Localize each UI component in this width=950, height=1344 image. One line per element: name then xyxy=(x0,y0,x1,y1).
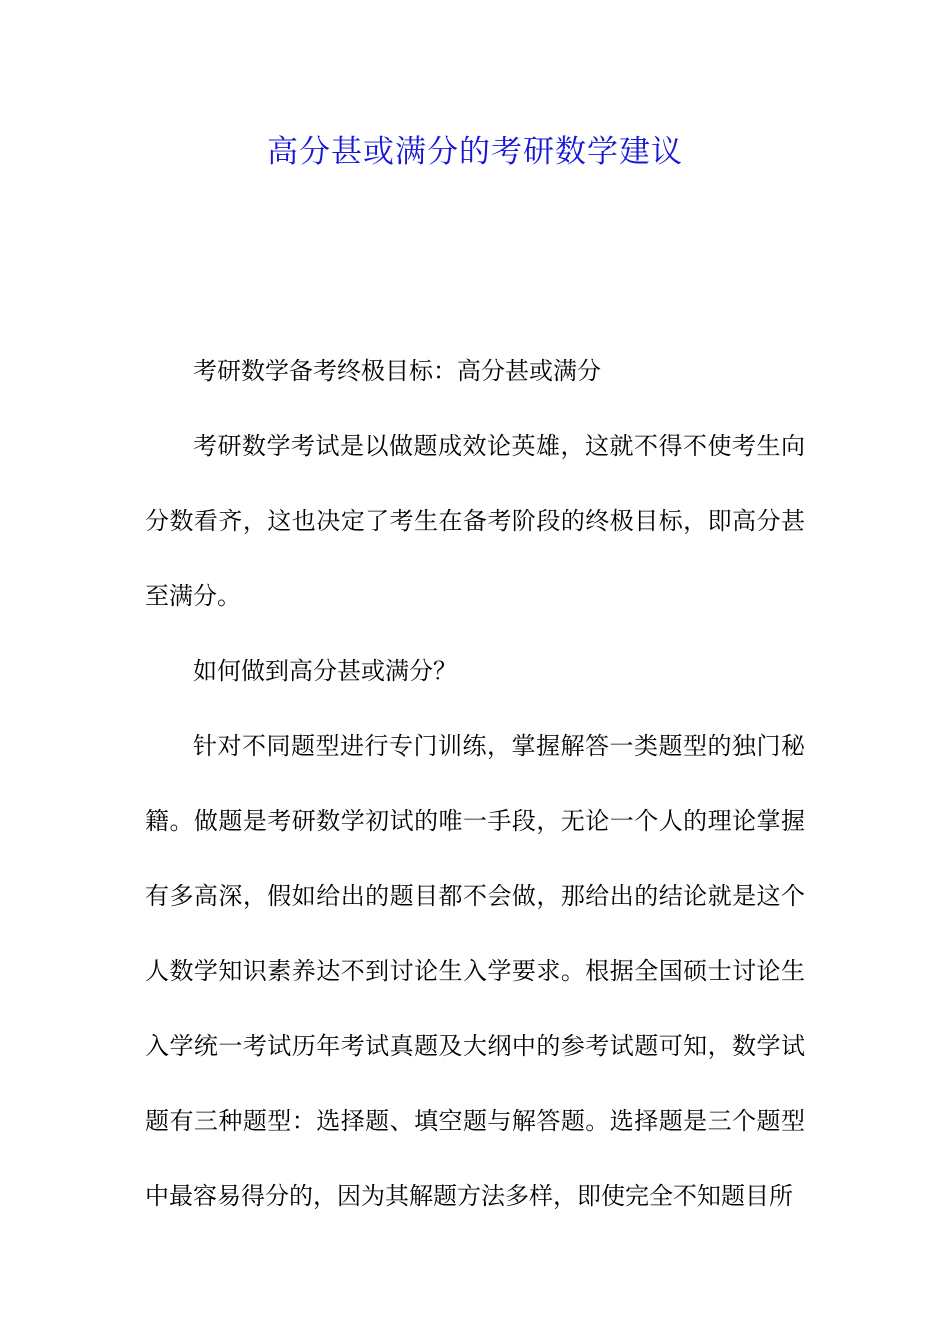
paragraph-training-advice: 针对不同题型进行专门训练，掌握解答一类题型的独门秘籍。做题是考研数学初试的唯一手段，无论一个人的理论掌握有多高深，假如给出的题目都不会做，那给出的结论就是这个人数学知识素养达不到讨论生入学要求。根据全国硕士讨论生入学统一考试历年考试真题及大纲中的参考试题可知，数学试题有三种题型：选择题、填空题与解答题。选择题是三个题型中最容易得分的，因为其解题方法多样，即使完全不知题目所 xyxy=(145,732,805,1210)
paragraph-how-question: 如何做到高分甚或满分？ xyxy=(193,657,457,685)
paragraph-goal-heading: 考研数学备考终极目标：高分甚或满分 xyxy=(193,357,601,385)
paragraph-exam-intro: 考研数学考试是以做题成效论英雄，这就不得不使考生向分数看齐，这也决定了考生在备考阶段的终极目标，即高分甚至满分。 xyxy=(145,432,805,610)
document-body xyxy=(145,334,805,1234)
document-title: 高分甚或满分的考研数学建议 xyxy=(267,134,683,170)
